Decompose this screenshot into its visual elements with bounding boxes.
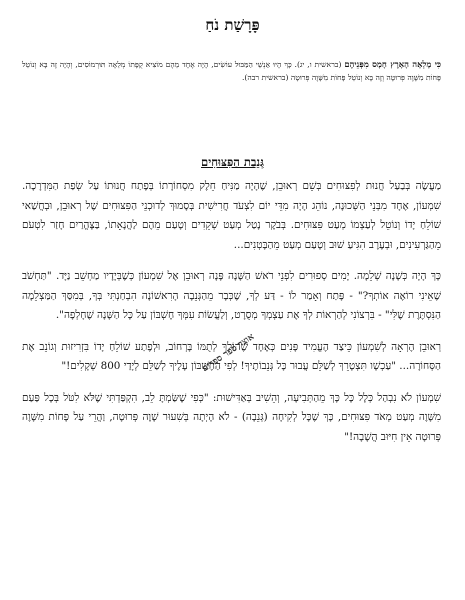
section-title: גְּנֵבַת הַפִּצּוּחִים bbox=[201, 155, 264, 169]
intro-quote bbox=[22, 58, 441, 84]
intro-lead: כִּי מָלְאָה הָאָרֶץ חָמָס מִפְּנֵיהֶם bbox=[344, 59, 442, 69]
story-body bbox=[22, 177, 441, 459]
paragraph: שִׁמְעוֹן לֹא נִבְהַל כְּלָל כָּל כָּךְ מֵהַתְּבִיעָה, וְהֵשִׁיב בְּאַדִּישׁוּת: "כְּפִי שֶׁשַּׂמְתָּ לֵב, הִקְפַּדְתִּי שֶׁלֹּא לִטֹּל בְּכָל פַּעַם מִשָּׁוֶה מְעַט מְאֹד פִּצּוּחִים, כָּךְ שֶׁכָּל לְקִיחָה (גְּנֵבָה) - לֹא הָיְתָה בְּשִׁעוּר שָׁוֶה פְּרוּטָה, וַהֲרֵי עַל פָּחוֹת מִשָּׁוֶה פְּרוּטָה אֵין חִיּוּב הֲשָׁבָה!" bbox=[22, 391, 441, 443]
page-title: פָּרָשַׁת נֹחַ bbox=[205, 16, 260, 34]
intro-text: כָּךְ הָיוּ אַנְשֵׁי הַמַּבּוּל עוֹשִׂים, הָיָה אֶחָד מֵהֶם מוֹצִיא קֻפָּתוֹ מְלֵאָה תּוּרְמוֹסִים, וְהָיָה זֶה בָּא וְנוֹטֵל פָּחוֹת מִשָּׁוֶה פְּרוּטָה וְזֶה בָּא וְנוֹטֵל פָּחוֹת מִשָּׁוֶה פְּרוּטָה bbox=[22, 60, 441, 82]
intro-source: (בראשית ו, יג). bbox=[294, 60, 342, 69]
watermark-stamp: אוצר ספר ספרים bbox=[200, 332, 257, 375]
intro-source-2: (בראשית רבה). bbox=[241, 73, 289, 82]
paragraph: כָּךְ הָיָה כְּשָׁנָה שְׁלֵמָה. יָמִים סְפוּרִים לִפְנֵי רֹאשׁ הַשָּׁנָה פָּנָה רְאוּבֵן אֶל שִׁמְעוֹן כְּשֶׁבְּיָדָיו מַחְשֵׁב נַיָּד. "תַּחְשֹׁב שֶׁאֵינִי רוֹאֶה אוֹתְךָ?" - פָּתַח וְאָמַר לוֹ - דַּע לְךָ, שֶׁכְּבָר מֵהַגְּנֵבָה הָרִאשׁוֹנָה הִבְחַנְתִּי בְּךָ, בְּמִסַּךְ הַמַּצְלֵמָה הַנִּסְתֶּרֶת שֶׁלִּי" - בִּרְצוֹנִי לְהַרְאוֹת לְךָ אֶת עַצְמְךָ מְסֻרָט, וְלַעֲשׂוֹת עִמְּךָ חֶשְׁבּוֹן עַל כָּל הַשָּׁנָה שֶׁחָלְפָה". bbox=[22, 270, 441, 321]
paragraph: רְאוּבֵן הֶרְאָה לְשִׁמְעוֹן כֵּיצַד הֶעֱמִיד פָּנִים כְּאֶחָד שֶׁהוֹלֵךְ לְתֻמּוֹ בָּרְחוֹב, וּלְפֶתַע שׁוֹלֵחַ יָדוֹ בִּזְרִיזוּת וְגוֹנֵב אֶת הַסְּחוֹרָה... "עַכְשָׁו תִּצְטָרֵךְ לְשַׁלֵּם עֲבוּר כָּל גְּנֵבוֹתֶיךָ! לְפִי הַחֶשְׁבּוֹן עָלֶיךָ לְשַׁלֵּם לְיָדַי 800 שְׁקָלִים!" bbox=[22, 340, 441, 372]
paragraph: מַעֲשֶׂה בְּבַעַל חֲנוּת לְפִצּוּחִים בְּשֵׁם רְאוּבֵן, שֶׁהָיָה מַנִּיחַ חֵלֶק מִסְחוֹרָתוֹ בְּפֶתַח חֲנוּתוֹ עַל שְׂפַת הַמִּדְרָכָה. שִׁמְעוֹן, אֶחָד מִבְּנֵי הַשְּׁכוּנָה, נוֹהֵג הָיָה מִדֵּי יוֹם לִצְעֹד חֲרִישִׁית בְּסָמוּךְ לְדוּכְנֵי הַפִּצּוּחִים שֶׁל רְאוּבֵן, וּבְחֲשַׁאי שׁוֹלֵחַ יָדוֹ וְנוֹטֵל לְעַצְמוֹ מְעַט פִּצּוּחִים. בְּבֹקֶר נָטַל מְעַט שְׁקֵדִים וְטָעַם מֵהֶם לַהֲנָאָתוֹ, בַּצָּהֳרַיִם חָזַר לִטְעֹם מֵהַגַּרְעִינִים, וּבְעֶרֶב הִגִּיעַ שׁוּב וְטָעַם מְעַט מֵהַבָּטְנִים... bbox=[22, 180, 441, 251]
